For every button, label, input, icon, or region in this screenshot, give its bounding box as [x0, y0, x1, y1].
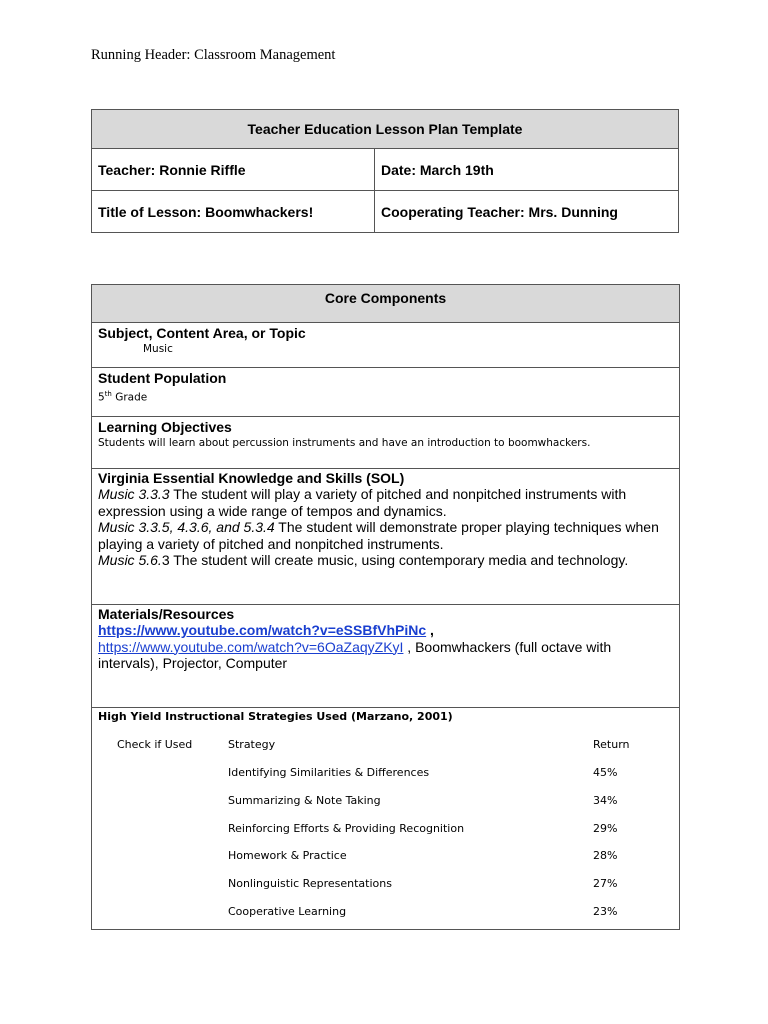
population-section [92, 367, 679, 416]
col-check-header: Check if Used [117, 738, 193, 751]
col-return-header: Return [593, 738, 630, 751]
subject-value: Music [143, 343, 173, 355]
strategies-section: High Yield Instructional Strategies Used (Marzano, 2001) Check if Used Strategy Return Identifying Similarities & Differences 45% Summarizing & Note Taking 34% Reinforcing Efforts & Providing Recognition 29% Homework & Practice 28% Nonlinguistic Representations 27% Cooperative Learning 23% [92, 707, 679, 929]
objectives-section [92, 416, 679, 468]
teacher-cell: Teacher: Ronnie Riffle [92, 149, 375, 191]
cooperating-teacher-cell: Cooperating Teacher: Mrs. Dunning [375, 191, 679, 233]
sol-item: Music 3.3.3 The student will play a variety of pitched and nonpitched instruments with expression using a wide range of tempos and dynamics. [98, 486, 627, 519]
population-label: Student Population [98, 370, 227, 386]
materials-label: Materials/Resources [98, 606, 235, 622]
core-components-header: Core Components [92, 284, 679, 322]
sol-item: Music 3.3.5, 4.3.6, and 5.3.4 The student will demonstrate proper playing techniques when playing a variety of pitched and nonpitched instruments. [98, 519, 659, 552]
materials-value: https://www.youtube.com/watch?v=eSSBfVhPiNc , https://www.youtube.com/watch?v=6OaZaqyZKyI , Boomwhackers (full octave with intervals), Projector, Computer [98, 622, 612, 671]
sol-section [92, 468, 679, 604]
date-cell: Date: March 19th [375, 149, 679, 191]
strategies-title: High Yield Instructional Strategies Used (Marzano, 2001) [98, 710, 453, 723]
sol-label: Virginia Essential Knowledge and Skills (SOL) [98, 470, 405, 486]
objectives-value: Students will learn about percussion instruments and have an introduction to boomwhackers. [98, 437, 591, 449]
lesson-plan-title: Teacher Education Lesson Plan Template [92, 110, 679, 149]
lesson-title-cell: Title of Lesson: Boomwhackers! [92, 191, 375, 233]
sol-item: Music 5.6.3 The student will create music, using contemporary media and technology. [98, 552, 629, 568]
core-components-table [91, 284, 680, 930]
youtube-link-2[interactable]: https://www.youtube.com/watch?v=6OaZaqyZKyI [98, 638, 404, 655]
running-header: Running Header: Classroom Management [91, 47, 336, 63]
objectives-label: Learning Objectives [98, 419, 232, 435]
subject-label: Subject, Content Area, or Topic [98, 325, 306, 341]
subject-section [92, 322, 679, 367]
materials-section [92, 604, 679, 707]
population-value: 5th Grade [98, 390, 148, 404]
lesson-plan-table [91, 109, 679, 233]
col-strategy-header: Strategy [228, 738, 276, 751]
youtube-link-1[interactable]: https://www.youtube.com/watch?v=eSSBfVhPiNc [98, 622, 427, 638]
